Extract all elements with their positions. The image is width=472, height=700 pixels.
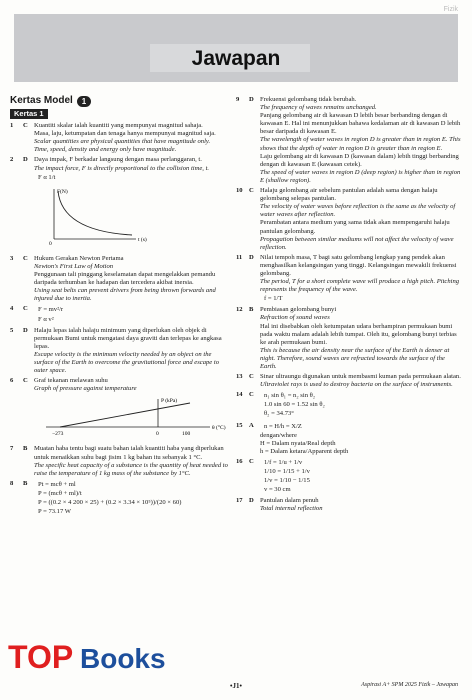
answer-translation: The impact force, F is directly proportional to the collision time, t. — [34, 164, 210, 172]
logo-books-text: Books — [80, 643, 166, 674]
equation: P = 73.17 W — [38, 508, 72, 516]
answer-translation: Total internal reflection — [260, 505, 323, 513]
model-heading — [10, 96, 232, 107]
question-number: 15 — [236, 421, 243, 429]
answer-text: Graf tekanan melawan suhu — [34, 377, 108, 385]
answer-body — [260, 373, 462, 389]
question-item — [10, 480, 232, 517]
answer-body — [34, 156, 232, 252]
pressure-line — [60, 403, 190, 427]
question-number: 10 — [236, 187, 243, 195]
answer-translation: The speed of water waves in region D (deep region) is higher than in region E (shallow region). — [260, 168, 461, 184]
answer-translation: This is because the air density near the surface of the Earth is denser at night. Therefore, sound waves are refracted towards the surface of the Earth. — [260, 346, 450, 370]
footer-series: Aspirasi A+ SPM 2025 Fizik – Jawapan — [361, 682, 458, 688]
answer-translation: The specific heat capacity of a substance is the quantity of heat needed to raise the temperature of 1 kg mass of the substance by 1°C. — [34, 461, 228, 477]
answer-body — [260, 391, 462, 419]
answer-letter: C — [249, 457, 254, 465]
answer-translation: Time, speed, density and energy only have magnitude. — [34, 146, 177, 154]
answer-translation: Refraction of sound waves — [260, 314, 330, 322]
answer-body — [34, 122, 232, 154]
question-item — [236, 306, 462, 371]
answer-letter: C — [23, 377, 28, 385]
logo-top-text: TOP — [8, 639, 74, 675]
answer-translation: Propagation between similar mediums will not affect the velocity of wave reflection. — [260, 235, 454, 251]
pressure-temperature-graph — [40, 395, 230, 437]
answer-text: Daya impak, F berkadar langsung dengan masa perlanggaran, t. — [34, 156, 202, 164]
question-number: 6 — [10, 377, 14, 385]
answer-letter: D — [23, 326, 28, 334]
answer-translation: Using seat belts can prevent drivers from being thrown forwards and injured due to inertia. — [34, 287, 216, 303]
answer-translation: The wavelength of water waves in region D is greater than in region E. This shows that the depth of water in region D is greater than in region E. — [260, 136, 461, 152]
answer-text: Pantulan dalam penuh — [260, 497, 319, 505]
answer-translation: The period, T for a short complete wave will produce a high pitch. Pitching represents the frequency of the wave. — [260, 278, 460, 294]
equation: F α v² — [38, 315, 54, 323]
equation: F = mv²/r — [38, 306, 64, 314]
force-time-graph — [40, 185, 150, 247]
answer-body — [260, 458, 462, 495]
answer-letter: D — [249, 96, 254, 103]
answer-text: Hal ini disebabkan oleh ketumpatan udara berhampiran permukaan bumi pada waktu malam adalah lebih tumpat. Oleh itu, gelombang bunyi terbias ke arah permukaan bumi. — [260, 322, 457, 346]
inverse-curve — [58, 191, 132, 235]
answer-body — [260, 422, 462, 456]
equation: n = H/h = X/Z — [264, 422, 302, 430]
answer-text: Perambatan antara medium yang sama tidak akan mempengaruhi halaju pantulan gelombang. — [260, 219, 450, 235]
answer-text: Hukum Gerakan Newton Pertama — [34, 254, 124, 262]
question-number: 7 — [10, 445, 14, 453]
answer-translation: Scalar quantities are physical quantities that have magnitude only. — [34, 138, 211, 146]
model-label: Kertas Model — [10, 95, 73, 107]
answer-body — [34, 480, 232, 517]
question-item — [10, 445, 232, 477]
question-number: 3 — [10, 254, 14, 262]
graph-x-label: t (s) — [138, 236, 147, 243]
graph-origin: 0 — [49, 240, 52, 247]
question-item — [10, 305, 232, 324]
answer-text: Frekuensi gelombang tidak berubah. — [260, 96, 357, 103]
tick-label: −273 — [52, 431, 64, 438]
tick-label: 0 — [156, 431, 159, 438]
answer-text: Penggunaan tali pinggang keselamatan dapat mengelakkan pemandu daripada terhumban ke hadapan dan tercedera akibat inersia. — [34, 271, 216, 287]
answer-letter: D — [249, 497, 254, 505]
question-item — [236, 497, 462, 513]
answer-body — [34, 305, 232, 324]
answer-translation: Newton's First Law of Motion — [34, 262, 114, 270]
answer-text: h = Dalam ketara/Apparent depth — [260, 447, 349, 455]
question-number: 12 — [236, 306, 243, 314]
question-number: 9 — [236, 96, 240, 103]
answer-letter: B — [23, 479, 28, 487]
question-item — [10, 327, 232, 376]
answer-letter: C — [249, 187, 254, 195]
answer-body — [260, 187, 462, 252]
page-title: Jawapan — [191, 47, 281, 70]
question-item — [10, 156, 232, 252]
answer-letter: A — [249, 421, 254, 429]
paper-label: Kertas 1 — [10, 109, 48, 119]
question-item — [10, 122, 232, 154]
equation: F α 1/t — [38, 173, 56, 181]
equation: 1/10 = 1/15 + 1/v — [264, 468, 310, 476]
equation: Pt = mcθ + ml — [38, 480, 76, 488]
tick-label: 100 — [182, 431, 191, 438]
answer-body — [34, 377, 232, 443]
question-number: 11 — [236, 253, 243, 261]
graph-y-label: F(N) — [57, 188, 68, 195]
answer-letter: D — [23, 156, 28, 164]
answer-translation: Graph of pressure against temperature — [34, 385, 137, 393]
question-item — [236, 254, 462, 305]
question-number: 13 — [236, 373, 243, 381]
equation: P = (mcθ + ml)/t — [38, 489, 82, 497]
answer-letter: C — [23, 122, 28, 130]
answer-body — [34, 445, 232, 477]
answer-letter: D — [249, 253, 254, 261]
equation: 1.0 sin 60 = 1.52 sin θ₂ — [264, 401, 325, 409]
question-item — [236, 373, 462, 389]
equation: n₁ sin θ₁ = n₂ sin θ₂ — [264, 392, 316, 400]
question-number: 17 — [236, 497, 243, 505]
question-number: 5 — [10, 326, 14, 334]
equation: 1/f = 1/u + 1/v — [264, 458, 303, 466]
question-item — [236, 458, 462, 495]
answer-text: Panjang gelombang air di kawasan D lebih besar berbanding dengan di kawasan E. Hal ini menunjukkan bahawa kedalaman air di kawasan D lebih besar daripada di kawasan E. — [260, 112, 461, 136]
question-number: 4 — [10, 305, 14, 313]
answer-letter: C — [23, 305, 28, 313]
question-item — [236, 391, 462, 419]
answer-body — [34, 255, 232, 304]
equation: θ₂ = 34.73° — [264, 410, 294, 418]
answer-text: H = Dalam nyata/Real depth — [260, 439, 336, 447]
answer-text: Nilai tempoh masa, T bagi satu gelombang lengkap yang pendek akan menghasilkan kelangsingan yang tinggi. Kelangsingan mewakili frekuensi gelombang. — [260, 253, 457, 277]
model-number-badge: 1 — [77, 96, 91, 107]
answer-translation: Ultraviolet rays is used to destroy bacteria on the surface of instruments. — [260, 381, 453, 389]
answer-body — [34, 327, 232, 376]
answer-text: Laju gelombang air di kawasan D (kawasan dalam) lebih tinggi berbanding dengan di kawasan E (kawasan cetek). — [260, 152, 459, 168]
question-number: 1 — [10, 122, 14, 130]
answer-letter: C — [249, 373, 254, 381]
answer-translation: The velocity of water waves before reflection is the same as the velocity of water waves after reflection. — [260, 203, 456, 219]
answer-body — [260, 254, 462, 305]
answer-text: Halaju lepas ialah halaju minimum yang diperlukan oleh objek di permukaan Bumi untuk mengatasi daya graviti dan terlepas ke angkasa lepas. — [34, 326, 222, 350]
answer-translation: The frequency of waves remains unchanged. — [260, 104, 377, 112]
answer-text: Sinar ultraungu digunakan untuk membasmi kuman pada permukaan alatan. — [260, 373, 461, 381]
answer-letter: B — [249, 306, 254, 314]
question-number: 14 — [236, 391, 243, 399]
left-column — [10, 96, 232, 519]
answer-letter: B — [23, 445, 28, 453]
topbooks-logo — [6, 632, 174, 684]
question-number: 2 — [10, 156, 14, 164]
graph-y-label: P (kPa) — [161, 398, 178, 405]
page-number: •J1• — [230, 682, 242, 690]
page-marker: Fizik — [443, 6, 458, 13]
question-item — [10, 377, 232, 443]
answer-text: Masa, laju, ketumpatan dan tenaga hanya mempunyai magnitud saja. — [34, 130, 216, 138]
question-number: 16 — [236, 457, 243, 465]
answer-text: Muatan haba tentu bagi suatu bahan ialah kuantiti haba yang diperlukan untuk menaikkan suhu bagi jisim 1 kg bahan itu sebanyak 1 °C. — [34, 445, 224, 461]
answer-text: dengan/where — [260, 431, 297, 439]
answer-body — [260, 306, 462, 371]
question-number: 8 — [10, 479, 14, 487]
answer-body — [260, 96, 462, 185]
question-item — [236, 422, 462, 456]
question-item — [236, 96, 462, 185]
equation: v = 30 cm — [264, 486, 291, 494]
equation: P = ((0.2 × 4 200 × 25) + (0.2 × 3.34 × 10⁵))/(20 × 60) — [38, 499, 182, 506]
answer-text: Halaju gelombang air sebelum pantulan adalah sama dengan halaju gelombang selepas pantulan. — [260, 187, 438, 203]
answer-letter: C — [249, 391, 254, 399]
answer-body — [260, 497, 462, 513]
equation: f = 1/T — [264, 295, 283, 303]
answer-text: Kuantiti skalar ialah kuantiti yang mempunyai magnitud sahaja. — [34, 122, 203, 130]
right-column — [236, 96, 462, 516]
answer-letter: C — [23, 254, 28, 262]
equation: 1/v = 1/10 − 1/15 — [264, 477, 310, 485]
question-item — [10, 255, 232, 304]
answer-translation: Escape velocity is the minimum velocity needed by an object on the surface of the Earth to overcome the gravitational force and escape to outer space. — [34, 350, 220, 375]
answer-text: Pembiasan gelombang bunyi — [260, 306, 337, 314]
graph-x-label: θ (°C) — [212, 425, 226, 432]
question-item — [236, 187, 462, 252]
